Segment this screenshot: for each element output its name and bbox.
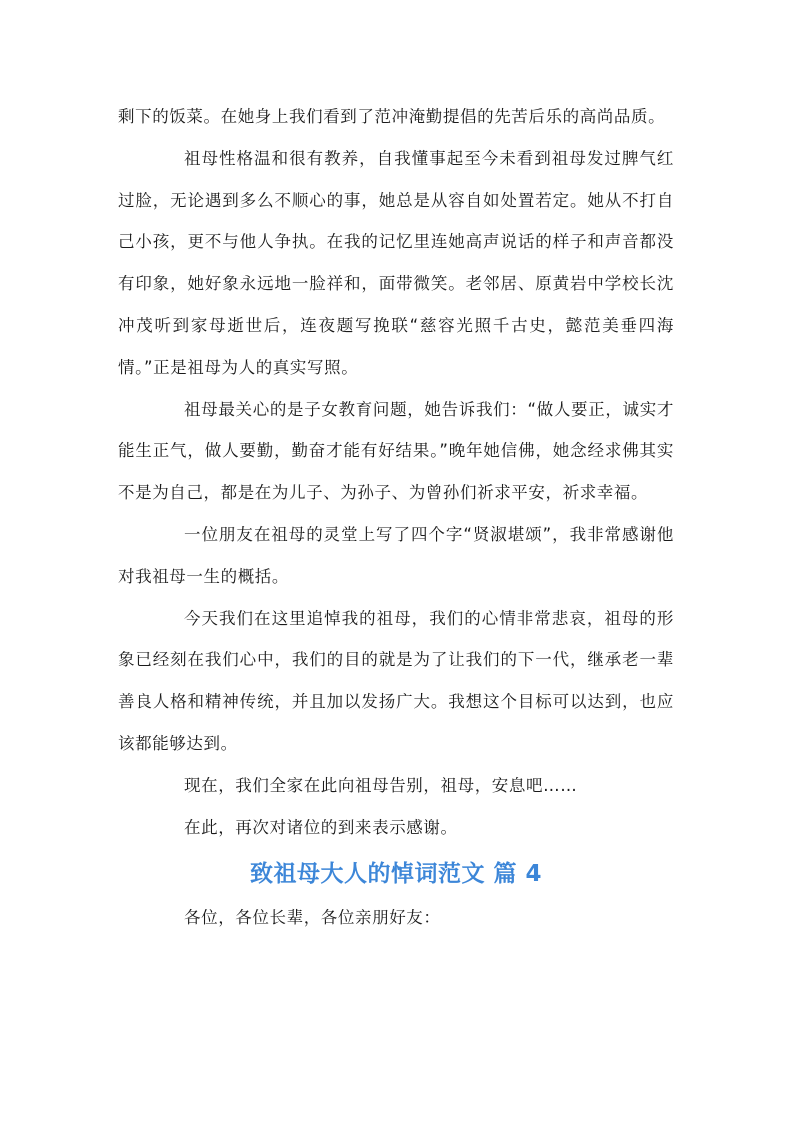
paragraph-education: 祖母最关心的是子女教育问题，她告诉我们：“做人要正，诚实才能生正气，做人要勤，勤奋才能有好结果。”晚年她信佛，她念经求佛其实不是为自己，都是在为儿子、为孙子、为曾孙们祈求平安，祈求幸福。: [118, 399, 674, 503]
section-heading: 致祖母大人的悼词范文 篇 4: [249, 861, 543, 888]
paragraph-thanks: 在此，再次对诸位的到来表示感谢。: [184, 817, 458, 837]
paragraph-farewell: 现在，我们全家在此向祖母告别，祖母，安息吧……: [184, 775, 578, 795]
paragraph-grandmother-temperament: 祖母性格温和很有教养，自我懂事起至今未看到祖母发过脾气红过脸，无论遇到多么不顺心的事，她总是从容自如处置若定。她从不打自己小孩，更不与他人争执。在我的记忆里连她高声说话的样子和声音都没有印象，她好象永远地一脸祥和，面带微笑。老邻居、原黄岩中学校长沈冲茂听到家母逝世后，连夜题写挽联“慈容光照千古史，懿范美垂四海情。”正是祖母为人的真实写照。: [118, 148, 674, 377]
document-page: [118, 96, 674, 939]
greeting-line: 各位，各位长辈，各位亲朋好友：: [184, 908, 441, 928]
paragraph-continuation: 剩下的饭菜。在她身上我们看到了范冲淹勤提倡的先苦后乐的高尚品质。: [118, 107, 666, 126]
paragraph-memorial: 今天我们在这里追悼我的祖母，我们的心情非常悲哀，祖母的形象已经刻在我们心中，我们的目的就是为了让我们的下一代，继承老一辈善良人格和精神传统，并且加以发扬广大。我想这个目标可以达到，也应该都能够达到。: [118, 608, 674, 753]
paragraph-friend-tribute: 一位朋友在祖母的灵堂上写了四个字“贤淑堪颂”，我非常感谢他对我祖母一生的概括。: [118, 524, 674, 586]
